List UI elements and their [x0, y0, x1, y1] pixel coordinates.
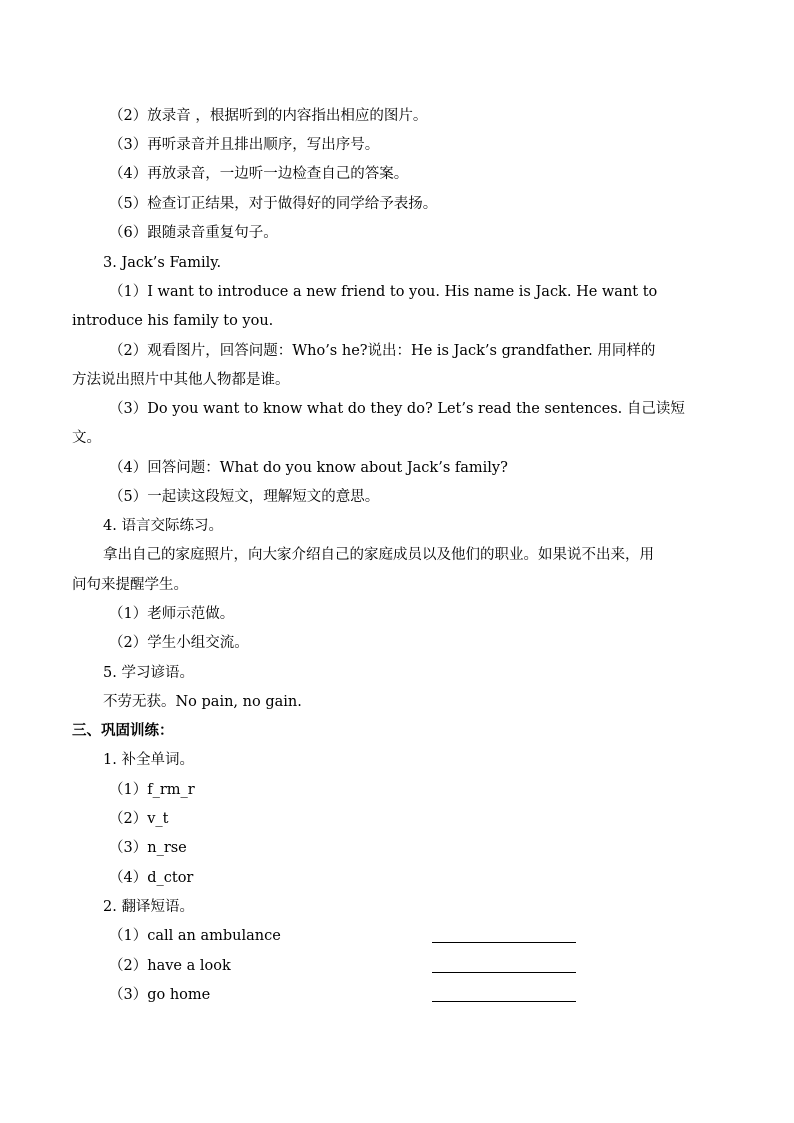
section-4-para-line-1: 拿出自己的家庭照片，向大家介绍自己的家庭成员以及他们的职业。如果说不出来，用 — [103, 547, 654, 563]
section-4-item-2: （2）学生小组交流。 — [109, 635, 249, 651]
jack-item-3-line-2: 文。 — [72, 430, 101, 446]
word-item-3: （3）n_rse — [109, 840, 187, 856]
word-item-2: （2）v_t — [109, 811, 169, 827]
jack-item-4: （4）回答问题：What do you know about Jack’s family? — [109, 460, 508, 476]
jack-item-1-line-2: introduce his family to you. — [72, 313, 274, 329]
consolidation-heading: 三、巩固训练： — [72, 722, 174, 739]
step-4-check-answers: （4）再放录音，一边听一边检查自己的答案。 — [109, 166, 409, 182]
section-4-heading: 4. 语言交际练习。 — [103, 518, 223, 534]
step-2-play-recording: （2）放录音 ，根据听到的内容指出相应的图片。 — [109, 108, 428, 124]
word-item-1: （1）f_rm_r — [109, 782, 195, 798]
section-5-heading: 5. 学习谚语。 — [103, 665, 194, 681]
jack-item-1-line-1: （1）I want to introduce a new friend to you. His name is Jack. He want to — [109, 284, 658, 300]
proverb: 不劳无获。No pain, no gain. — [103, 694, 302, 710]
phrase-item-1: （1）call an ambulance — [109, 928, 281, 944]
jack-item-5: （5）一起读这段短文，理解短文的意思。 — [109, 489, 380, 505]
jack-item-2-line-2: 方法说出照片中其他人物都是谁。 — [72, 372, 290, 388]
exercise-2-heading: 2. 翻译短语。 — [103, 899, 194, 915]
answer-blank-3[interactable] — [432, 1001, 576, 1002]
jack-item-2-line-1: （2）观看图片，回答问题：Who’s he?说出：He is Jack’s grandfather. 用同样的 — [109, 343, 656, 359]
jack-item-3-line-1: （3）Do you want to know what do they do? Let’s read the sentences. 自己读短 — [109, 401, 685, 417]
answer-blank-2[interactable] — [432, 972, 576, 973]
answer-blank-1[interactable] — [432, 942, 576, 943]
section-4-item-1: （1）老师示范做。 — [109, 606, 235, 622]
phrase-item-2: （2）have a look — [109, 958, 231, 974]
exercise-1-heading: 1. 补全单词。 — [103, 752, 194, 768]
section-4-para-line-2: 问句来提醒学生。 — [72, 577, 188, 593]
section-3-heading: 3. Jack’s Family. — [103, 255, 222, 271]
phrase-item-3: （3）go home — [109, 987, 211, 1003]
step-3-listen-order: （3）再听录音并且排出顺序，写出序号。 — [109, 137, 380, 153]
step-6-repeat: （6）跟随录音重复句子。 — [109, 225, 278, 241]
step-5-correct-praise: （5）检查订正结果，对于做得好的同学给予表扬。 — [109, 196, 438, 212]
word-item-4: （4）d_ctor — [109, 870, 194, 886]
